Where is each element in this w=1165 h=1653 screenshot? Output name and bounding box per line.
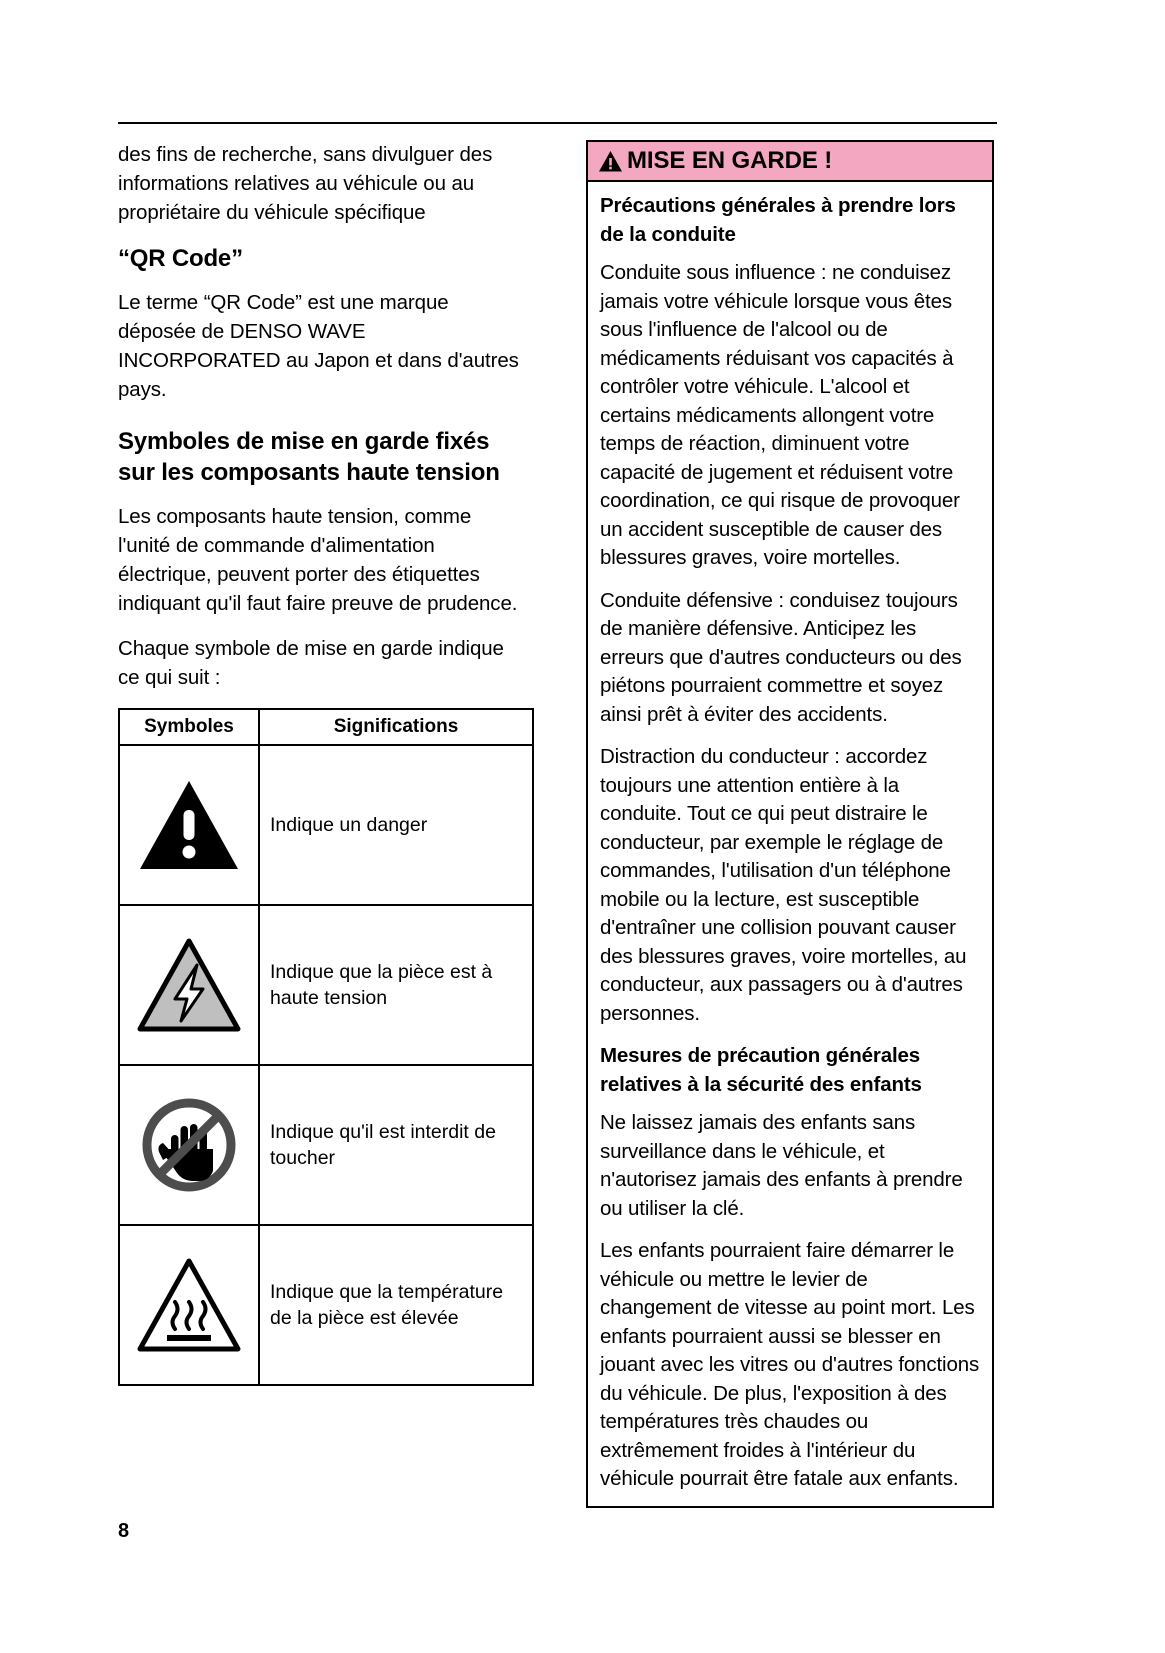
do-not-touch-hand-icon [119, 1065, 259, 1225]
warning-triangle-exclamation-icon [119, 745, 259, 905]
warning-box-header [588, 142, 992, 182]
symbols-section-heading: Symboles de mise en garde fixés sur les composants haute tension [118, 428, 500, 486]
table-row [119, 905, 533, 1065]
warning-triangle-icon [598, 150, 623, 173]
header-rule [118, 122, 997, 124]
warning-paragraph: Conduite défensive : conduisez toujours de manière défensive. Anticipez les erreurs que d'autres conducteurs ou des piétons pourraient commettre et soyez ainsi prêt à éviter des accidents. [600, 588, 962, 726]
qr-code-heading: “QR Code” [118, 245, 243, 272]
table-header-meanings: Significations [259, 709, 533, 745]
table-cell-meaning: Indique un danger [259, 745, 533, 905]
left-column [118, 140, 528, 1386]
hot-surface-triangle-icon [119, 1225, 259, 1385]
warning-subheading: Mesures de précaution générales relatives à la sécurité des enfants [600, 1044, 922, 1096]
table-cell-meaning: Indique que la température de la pièce est élevée [259, 1225, 533, 1385]
warning-box [586, 140, 994, 1508]
table-cell-meaning: Indique que la pièce est à haute tension [259, 905, 533, 1065]
warning-paragraph: Ne laissez jamais des enfants sans surveillance dans le véhicule, et n'autorisez jamais des enfants à prendre ou utiliser la clé. [600, 1111, 963, 1220]
continued-paragraph: des fins de recherche, sans divulguer des informations relatives au véhicule ou au propriétaire du véhicule spécifique [118, 143, 493, 224]
table-header-row [119, 709, 533, 745]
table-row [119, 1065, 533, 1225]
table-header-symbols: Symboles [119, 709, 259, 745]
table-row [119, 1225, 533, 1385]
symbols-paragraph-2: Chaque symbole de mise en garde indique ce qui suit : [118, 637, 504, 689]
warning-paragraph: Distraction du conducteur : accordez toujours une attention entière à la conduite. Tout ce qui peut distraire le conducteur, par exemple le réglage de commandes, l'utilisation d'un téléphone mobile ou la lecture, est susceptible d'entraîner une collision pouvant causer des blessures graves, voire mortelles, au conducteur, aux passagers ou à d'autres personnes. [600, 745, 967, 1025]
page-number: 8 [118, 1520, 130, 1542]
symbols-table [118, 708, 534, 1386]
warning-paragraph: Conduite sous influence : ne conduisez jamais votre véhicule lorsque vous êtes sous l'influence de l'alcool ou de médicaments réduisant vos capacités à contrôler votre véhicule. L'alcool et certains médicaments allongent votre temps de réaction, diminuent votre capacité de jugement et réduisent votre coordination, ce qui risque de provoquer un accident susceptible de causer des blessures graves, voire mortelles. [600, 261, 960, 569]
warning-paragraph: Les enfants pourraient faire démarrer le véhicule ou mettre le levier de changement de vitesse au point mort. Les enfants pourraient aussi se blesser en jouant avec les vitres ou d'autres fonctions du véhicule. De plus, l'exposition à des températures très chaudes ou extrêmement froides à l'intérieur du véhicule pourrait être fatale aux enfants. [600, 1239, 980, 1490]
table-cell-meaning: Indique qu'il est interdit de toucher [259, 1065, 533, 1225]
warning-subheading: Précautions générales à prendre lors de la conduite [600, 194, 956, 246]
high-voltage-triangle-icon [119, 905, 259, 1065]
qr-code-paragraph: Le terme “QR Code” est une marque déposée de DENSO WAVE INCORPORATED au Japon et dans d'autres pays. [118, 291, 519, 401]
warning-box-title: MISE EN GARDE ! [627, 147, 833, 174]
right-column [586, 140, 998, 1508]
warning-box-body [588, 182, 992, 1506]
table-row [119, 745, 533, 905]
symbols-paragraph-1: Les composants haute tension, comme l'unité de commande d'alimentation électrique, peuvent porter des étiquettes indiquant qu'il faut faire preuve de prudence. [118, 505, 518, 615]
